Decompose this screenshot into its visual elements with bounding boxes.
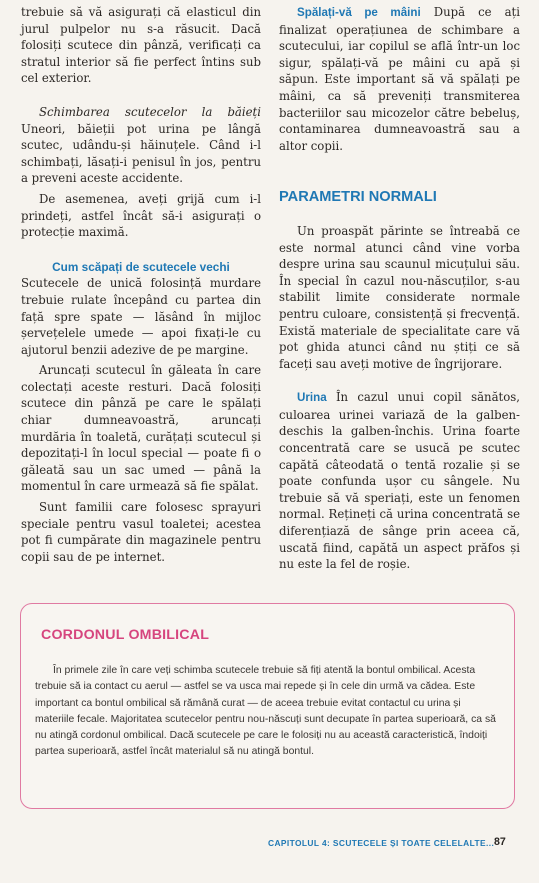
right-column xyxy=(279,4,520,573)
paragraph-wash xyxy=(279,4,520,154)
paragraph-bucket: Aruncați scutecul în găleata în care colectați aceste resturi. Dacă folosiți scutece din pânză pe care le spălați chiar dumneavoastră, aruncați murdăria în toaletă, curățați scutecul și depozitați-l în locul special — poate fi o găleată sau un sac umed — până la momentul în care urmează să fie spălat. xyxy=(21,363,261,494)
section-title-parameters: PARAMETRI NORMALI xyxy=(279,189,437,206)
urine-text: În cazul unui copil sănătos, culoarea urinei variază de la galben-deschis la galben-închis. Urina foarte concentrată care se usucă pe scutec capătă câteodată o tentă rozalie și se poate confunda ușor cu sângele. Nu trebuie să vă speriați, este un fenomen normal. Rețineți că urina concentrată se diferențiază de sânge prin aceea că, uscată fiind, capătă un aspect prăfos și nu este la fel de roșie. xyxy=(279,390,520,572)
urine-subheading: Urina xyxy=(297,391,327,405)
paragraph-protection: De asemenea, aveți grijă cum i-l prindeți, astfel încât să-i asigurați o protecție maximă. xyxy=(21,191,261,240)
wash-subheading: Spălați-vă pe mâini xyxy=(297,6,421,19)
dispose-subheading: Cum scăpați de scutecele vechi xyxy=(52,259,230,274)
paragraph-parameters: Un proaspăt părinte se întreabă ce este normal atunci când vine vorba despre urina sau scaunul micuțului său. În special în cazul nou-născuților, s-au stabilit limite considerate normale pentru culoare, consistență și frecvență. Există materiale de specialitate care vă pot ghida atunci când nu știți ce să faceți sau aveți motive de îngrijorare. xyxy=(279,223,520,371)
left-column xyxy=(21,4,261,565)
box-text xyxy=(35,663,501,761)
boys-text: Uneori, băieții pot urina pe lângă scutec, udându-și hăinuțele. Când i-l schimbați, lăsați-i penisul în jos, pentru a preveni aceste accidente. xyxy=(21,121,261,186)
paragraph-dispose: Scutecele de unică folosință murdare trebuie rulate începând cu partea din față spre spate — lăsând în mijloc șervețelele umede — apoi fixați-le cu ajutorul benzii adezive de pe margine. xyxy=(21,276,261,357)
chapter-footer: CAPITOLUL 4: SCUTECELE ȘI TOATE CELELALTE... xyxy=(268,838,495,848)
box-paragraph: În primele zile în care veți schimba scutecele trebuie să fiți atentă la bontul ombilical. Acesta trebuie să ia contact cu aerul — astfel se va usca mai repede și în cele din urmă va cădea. Este important ca bontul ombilical să rămână curat — de aceea trebuie evitat contactul cu urina și materiile fecale. Majoritatea scutecelor pentru nou-născuți sunt decupate în partea superioară, ca să nu atingă cordonul ombilical. Dacă scutecele pe care le folosiți nu au această caracteristică, îndoiți partea superioară, astfel încât materialul să nu atingă bontul. xyxy=(35,665,496,758)
page-number: 87 xyxy=(494,836,506,848)
boys-subheading: Schimbarea scutecelor la băieți xyxy=(39,104,261,119)
paragraph-elastic: trebuie să vă asigurați că elasticul din jurul pulpelor nu s-a răsucit. Dacă folosiți scutece din pânză, verificați ca stratul interior să fie perfect întins sub cel exterior. xyxy=(21,5,261,86)
paragraph-sprays: Sunt familii care folosesc sprayuri speciale pentru vasul toaletei; acestea pot fi cumpărate din magazinele pentru copii sau de pe internet. xyxy=(21,500,261,564)
box-title: CORDONUL OMBILICAL xyxy=(41,627,210,643)
paragraph-urine xyxy=(279,389,520,573)
umbilical-cord-box xyxy=(20,603,515,809)
wash-text: După ce ați finalizat operațiunea de schimbare a scutecului, iar copilul se află într-un loc sigur, spălați-vă pe mâini cu apă și săpun. Este important să vă spălați pe mâini, ca să preveniți transmiterea bacteriilor sau micozelor către bebeluș, contaminarea dumneavoastră sau a altor copii. xyxy=(279,5,520,153)
paragraph-boys xyxy=(21,104,261,187)
